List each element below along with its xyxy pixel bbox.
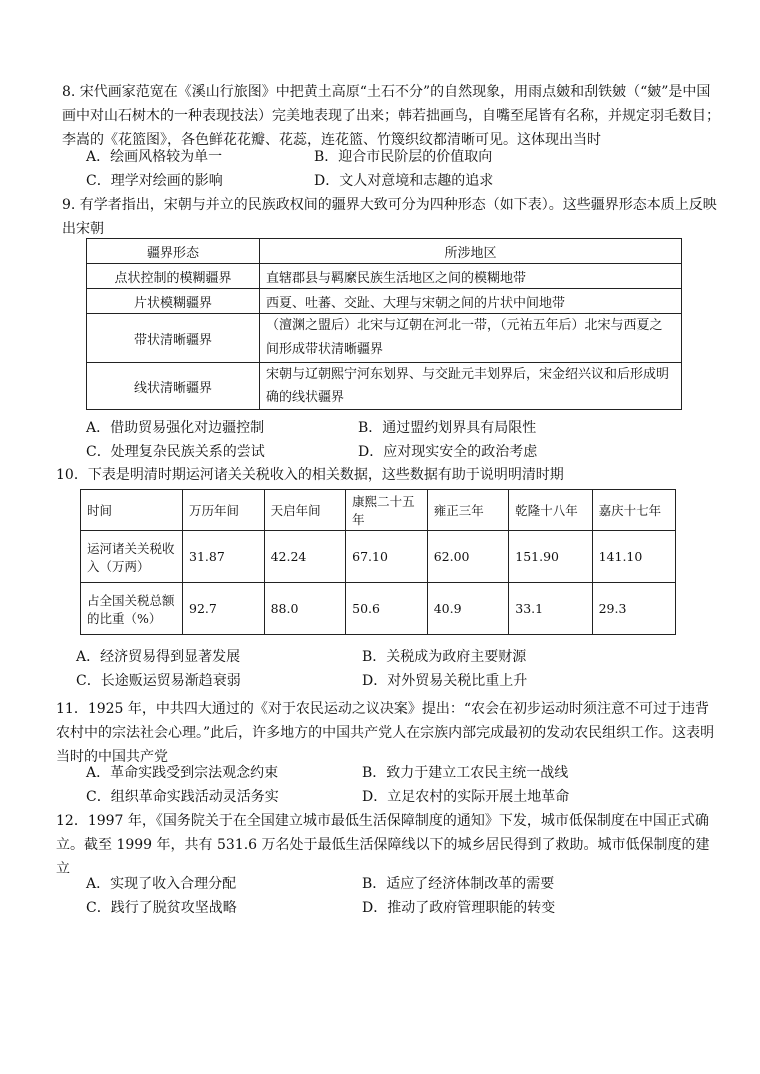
border-forms-table xyxy=(86,238,682,410)
q8-option-b[interactable]: B．迎合市民阶层的价值取向 xyxy=(314,149,493,165)
table-cell: 62.00 xyxy=(427,531,509,583)
table-header: 所涉地区 xyxy=(260,239,682,264)
table-cell: 线状清晰疆界 xyxy=(87,363,260,410)
q10-option-b[interactable]: B．关税成为政府主要财源 xyxy=(362,649,527,665)
q10-option-c[interactable]: C．长途贩运贸易渐趋衰弱 xyxy=(76,673,241,689)
table-header: 康熙二十五年 xyxy=(346,490,428,531)
question-11-options xyxy=(86,761,696,809)
question-10-options xyxy=(76,645,696,693)
table-header: 时间 xyxy=(81,490,183,531)
table-cell: 片状模糊疆界 xyxy=(87,289,260,314)
table-cell: 92.7 xyxy=(183,583,265,635)
q8-option-d[interactable]: D．文人对意境和志趣的追求 xyxy=(314,173,494,189)
table-cell: 50.6 xyxy=(346,583,428,635)
table-cell: 西夏、吐蕃、交趾、大理与宋朝之间的片状中间地带 xyxy=(260,289,682,314)
table-cell: 29.3 xyxy=(592,583,675,635)
table-cell: 带状清晰疆界 xyxy=(87,314,260,363)
table-cell: 直辖郡县与羁縻民族生活地区之间的模糊地带 xyxy=(260,264,682,289)
table-cell: 点状控制的模糊疆界 xyxy=(87,264,260,289)
table-cell: 33.1 xyxy=(509,583,592,635)
q12-option-a[interactable]: A．实现了收入合理分配 xyxy=(86,876,237,892)
q9-option-b[interactable]: B．通过盟约划界具有局限性 xyxy=(358,420,537,436)
q11-option-b[interactable]: B．致力于建立工农民主统一战线 xyxy=(362,765,569,781)
question-9-stem: 9. 有学者指出，宋朝与并立的民族政权间的疆界大致可分为四种形态（如下表）。这些疆界形态本质上反映出宋朝 xyxy=(62,197,717,237)
table-header: 万历年间 xyxy=(183,490,265,531)
q10-option-a[interactable]: A．经济贸易得到显著发展 xyxy=(76,649,241,665)
question-10-stem: 10．下表是明清时期运河诸关关税收入的相关数据，这些数据有助于说明明清时期 xyxy=(56,467,564,483)
q9-option-a[interactable]: A．借助贸易强化对边疆控制 xyxy=(86,420,265,436)
q9-option-d[interactable]: D．应对现实安全的政治考虑 xyxy=(358,444,538,460)
q12-option-d[interactable]: D．推动了政府管理职能的转变 xyxy=(362,900,556,916)
q8-option-c[interactable]: C．理学对绘画的影响 xyxy=(86,173,223,189)
table-cell: 141.10 xyxy=(592,531,675,583)
question-9-options xyxy=(86,416,686,464)
table-cell: 88.0 xyxy=(264,583,346,635)
q12-option-c[interactable]: C．践行了脱贫攻坚战略 xyxy=(86,900,237,916)
question-8-options xyxy=(86,145,686,193)
question-8-stem: 8. 宋代画家范宽在《溪山行旅图》中把黄土高原“土石不分”的自然现象，用雨点皴和刮铁皴（“皴”是中国画中对山石树木的一种表现技法）完美地表现了出来；韩若拙画鸟，自嘴至尾皆有名称，并规定羽毛数目；李嵩的《花篮图》，各色鲜花花瓣、花蕊，连花篮、竹篾织纹都清晰可见。这体现出当时 xyxy=(62,84,720,148)
question-11-stem: 11．1925 年，中共四大通过的《对于农民运动之议决案》提出：“农会在初步运动时须注意不可过于违背农村中的宗法社会心理。”此后，许多地方的中国共产党人在宗族内部完成最初的发动农民组织工作。这表明当时的中国共产党 xyxy=(56,701,715,765)
table-header: 天启年间 xyxy=(264,490,346,531)
table-cell: 31.87 xyxy=(183,531,265,583)
canal-tariff-table xyxy=(80,489,676,635)
table-cell: 40.9 xyxy=(427,583,509,635)
question-12-options xyxy=(86,872,696,920)
table-cell: 宋朝与辽朝熙宁河东划界、与交趾元丰划界后，宋金绍兴议和后形成明确的线状疆界 xyxy=(260,363,682,410)
table-cell: （澶渊之盟后）北宋与辽朝在河北一带，（元祐五年后）北宋与西夏之间形成带状清晰疆界 xyxy=(260,314,682,363)
q11-option-a[interactable]: A．革命实践受到宗法观念约束 xyxy=(86,765,279,781)
q11-option-c[interactable]: C．组织革命实践活动灵活务实 xyxy=(86,789,279,805)
table-header: 嘉庆十七年 xyxy=(592,490,675,531)
table-header: 乾隆十八年 xyxy=(509,490,592,531)
table-row-label: 运河诸关关税收入（万两） xyxy=(81,531,183,583)
table-cell: 151.90 xyxy=(509,531,592,583)
q11-option-d[interactable]: D．立足农村的实际开展土地革命 xyxy=(362,789,570,805)
q10-option-d[interactable]: D．对外贸易关税比重上升 xyxy=(362,673,528,689)
q12-option-b[interactable]: B．适应了经济体制改革的需要 xyxy=(362,876,555,892)
table-cell: 42.24 xyxy=(264,531,346,583)
table-header: 雍正三年 xyxy=(427,490,509,531)
question-12-stem: 12．1997 年，《国务院关于在全国建立城市最低生活保障制度的通知》下发，城市低保制度在中国正式确立。截至 1999 年，共有 531.6 万名处于最低生活保障线以下的城乡居民得到了救助。城市低保制度的建立 xyxy=(56,813,710,877)
q8-option-a[interactable]: A．绘画风格较为单一 xyxy=(86,149,223,165)
table-row-label: 占全国关税总额的比重（%） xyxy=(81,583,183,635)
table-cell: 67.10 xyxy=(346,531,428,583)
q9-option-c[interactable]: C．处理复杂民族关系的尝试 xyxy=(86,444,265,460)
table-header: 疆界形态 xyxy=(87,239,260,264)
